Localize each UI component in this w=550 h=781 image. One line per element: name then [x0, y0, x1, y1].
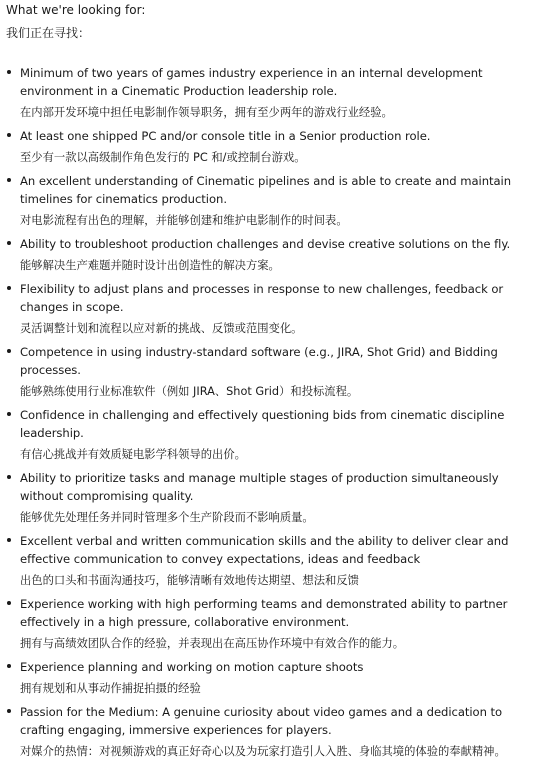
- requirement-en: Experience working with high performing teams and demonstrated ability to partner effectively in a high pressure, collaborative environment.: [20, 597, 508, 629]
- list-item: [6, 595, 544, 653]
- section-heading-en: What we're looking for:: [6, 3, 146, 17]
- list-item: [6, 235, 544, 275]
- requirement-en: At least one shipped PC and/or console title in a Senior production role.: [20, 129, 431, 143]
- requirement-zh: 对媒介的热情：对视频游戏的真正好奇心以及为玩家打造引人入胜、身临其境的体验的奉献精神。: [20, 745, 506, 758]
- requirement-zh: 能够熟练使用行业标准软件（例如 JIRA、Shot Grid）和投标流程。: [20, 385, 359, 398]
- requirement-zh: 在内部开发环境中担任电影制作领导职务，拥有至少两年的游戏行业经验。: [20, 106, 393, 119]
- requirement-zh: 拥有与高绩效团队合作的经验，并表现出在高压协作环境中有效合作的能力。: [20, 637, 405, 650]
- requirement-en: Ability to troubleshoot production challenges and devise creative solutions on the fly.: [20, 237, 511, 251]
- requirement-zh: 拥有规划和从事动作捕捉拍摄的经验: [20, 682, 201, 695]
- requirement-en: Passion for the Medium: A genuine curiosity about video games and a dedication to crafting engaging, immersive experiences for players.: [20, 705, 503, 737]
- requirement-en: Experience planning and working on motion capture shoots: [20, 660, 364, 674]
- list-item: [6, 406, 544, 464]
- requirement-zh: 灵活调整计划和流程以应对新的挑战、反馈或范围变化。: [20, 322, 303, 335]
- list-item: [6, 703, 544, 761]
- requirement-en: Excellent verbal and written communication skills and the ability to deliver clear and effective communication to convey expectations, ideas and feedback: [20, 534, 509, 566]
- requirement-en: Minimum of two years of games industry experience in an internal development environment in a Cinematic Production leadership role.: [20, 66, 483, 98]
- requirement-en: Confidence in challenging and effectively questioning bids from cinematic discipline leadership.: [20, 408, 505, 440]
- list-item: [6, 469, 544, 527]
- list-item: [6, 64, 544, 122]
- requirement-en: Competence in using industry-standard software (e.g., JIRA, Shot Grid) and Bidding processes.: [20, 345, 498, 377]
- list-item: [6, 127, 544, 167]
- list-item: [6, 172, 544, 230]
- list-item: [6, 532, 544, 590]
- requirement-zh: 有信心挑战并有效质疑电影学科领导的出价。: [20, 448, 246, 461]
- requirement-en: Ability to prioritize tasks and manage multiple stages of production simultaneously without compromising quality.: [20, 471, 499, 503]
- requirement-zh: 对电影流程有出色的理解，并能够创建和维护电影制作的时间表。: [20, 214, 348, 227]
- requirement-zh: 出色的口头和书面沟通技巧，能够清晰有效地传达期望、想法和反馈: [20, 574, 359, 587]
- requirement-zh: 能够优先处理任务并同时管理多个生产阶段而不影响质量。: [20, 511, 314, 524]
- requirement-zh: 能够解决生产难题并随时设计出创造性的解决方案。: [20, 259, 280, 272]
- list-item: [6, 343, 544, 401]
- requirement-en: Flexibility to adjust plans and processes in response to new challenges, feedback or changes in scope.: [20, 282, 504, 314]
- list-item: [6, 280, 544, 338]
- list-item: [6, 658, 544, 698]
- section-heading-zh: 我们正在寻找：: [6, 26, 91, 40]
- requirement-zh: 至少有一款以高级制作角色发行的 PC 和/或控制台游戏。: [20, 151, 306, 164]
- requirements-list: [6, 64, 544, 761]
- requirement-en: An excellent understanding of Cinematic pipelines and is able to create and maintain timelines for cinematics production.: [20, 174, 512, 206]
